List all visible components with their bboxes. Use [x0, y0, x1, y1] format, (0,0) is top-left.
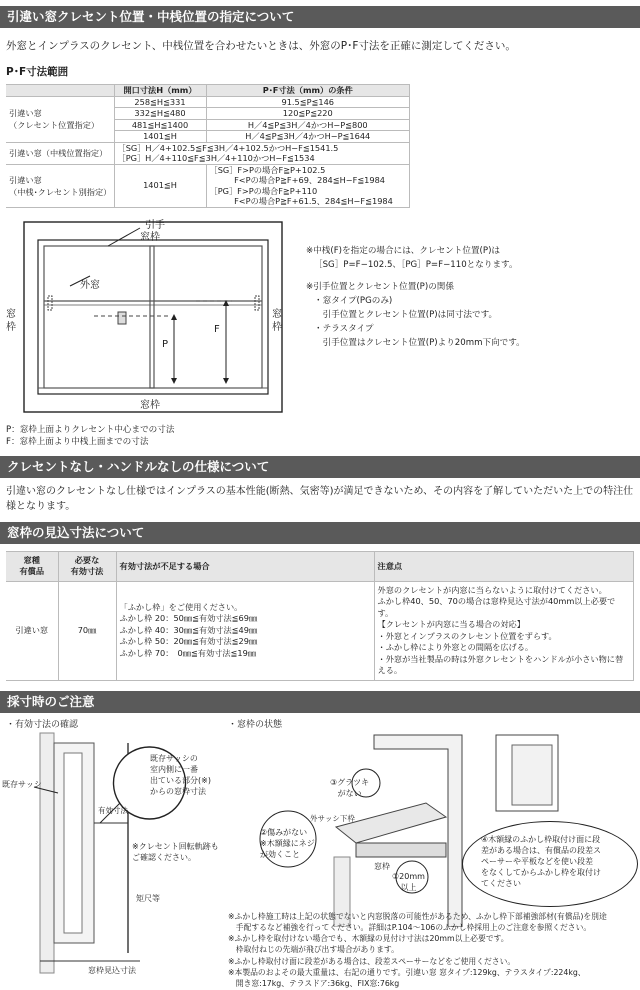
section1-header [0, 6, 640, 28]
frame-depth-label: 窓枠見込寸法 [88, 965, 136, 975]
crescent-mark [118, 312, 126, 324]
crescent-note [132, 841, 219, 863]
note-line: ※引手位置とクレセント位置(P)の関係 [306, 281, 454, 292]
pf-cell-pf: H／4≦P≦3H／4かつH−P≦1644 [206, 131, 410, 143]
note-line: ※中桟(F)を指定の場合には、クレセント位置(P)は [306, 245, 501, 256]
c3-line: ③グラツキ [330, 777, 370, 787]
pf-row2-cell [114, 142, 410, 164]
diagram-hikite: 引手 [145, 219, 165, 231]
pf-row3-label-a: 引違い窓 [9, 174, 42, 185]
c2-line: ②傷みがない [260, 827, 308, 837]
crescent-note-line: ※クレセント回転軌跡も [132, 841, 219, 851]
legend-line: P：窓枠上面よりクレセント中心までの寸法 [6, 424, 175, 435]
section4-header [0, 691, 640, 713]
pf-row1-label-b: （クレセント位置指定） [9, 120, 100, 130]
pf-subtitle: P･F寸法範囲 [6, 66, 69, 78]
note-line: ・テラスタイプ [314, 323, 374, 334]
head-line: 有償品 [19, 566, 45, 576]
pf-table-blank [6, 85, 114, 97]
section2-body [0, 484, 640, 514]
c1-line: 以上 [400, 882, 417, 892]
footnotes [228, 911, 638, 990]
callout-text [150, 753, 226, 797]
caution-line: ・外窓とインプラスのクレセント位置をずらす。 [377, 630, 557, 641]
section2-title: クレセントなし・ハンドルなしの仕様について [7, 458, 270, 474]
diagram-top-frame: 窓枠 [140, 231, 160, 243]
c3-line: がない [337, 788, 362, 798]
footnote-line: 枠取付ねじの先端が飛び出す場合があります。 [228, 945, 399, 955]
c1-line: ①20mm [392, 871, 425, 881]
depth-head-type [6, 551, 58, 581]
pf-row3-label [6, 164, 114, 207]
pf-row2-label: 引違い窓（中桟位置指定） [6, 142, 114, 164]
measure-area [0, 713, 640, 989]
section3-header [0, 522, 640, 544]
c2-line: ※木額縁にネジ [260, 838, 315, 848]
legend-line: F：窓枠上面より中桟上面までの寸法 [6, 436, 149, 447]
shortage-line: ふかし枠 70： 0㎜≦有効寸法≦19㎜ [119, 647, 257, 658]
side-frame-b: 枠 [6, 321, 16, 333]
pf-cell-pf: 120≦P≦220 [206, 108, 410, 120]
c4-bubble [462, 821, 638, 907]
depth-head-need [58, 551, 116, 581]
c4-line: ④木額縁のふかし枠取付け面に段 [481, 834, 601, 844]
footnote-line: ※ふかし枠取付け面に段差がある場合は、段差スペーサーなどをご使用ください。 [228, 956, 516, 966]
section2-header [0, 456, 640, 478]
side-frame-r-a: 窓 [272, 308, 282, 320]
pf-cell-h: 1401≦H [114, 131, 206, 143]
pf-row3-label-b: （中桟･クレセント別指定） [9, 186, 112, 197]
body-line: 引違い窓のクレセントなし仕様ではインプラスの基本性能(断熱、気密等)が満足できないため、その内容を了解していただいた上での特注仕 [6, 485, 634, 497]
c2-line: が効くこと [260, 849, 300, 859]
pf-row2-line: ［SG］H／4+102.5≦F≦3H／4+102.5かつH−F≦1541.5 [117, 142, 339, 153]
pf-row2-line: ［PG］H／4+110≦F≦3H／4+110かつH−F≦1534 [117, 153, 315, 163]
side-frame-a: 窓 [6, 308, 16, 320]
side-frame-r-b: 枠 [272, 321, 282, 333]
pf-head-h: 開口寸法H（mm） [114, 85, 206, 97]
sill-front [356, 843, 446, 857]
callout-line: 出ている部分(※) [150, 775, 211, 785]
c4-line: 差がある場合は、有償品の段差ス [481, 845, 601, 855]
pf-row3-line: F<Pの場合P≧F+69、284≦H−F≦1984 [209, 175, 386, 185]
c4-line: をなくしてからふかし枠を取付け [481, 867, 601, 877]
pf-cell-h: 332≦H≦480 [114, 108, 206, 120]
depth-head-shortage: 有効寸法が不足する場合 [116, 551, 374, 581]
depth-table [6, 551, 634, 681]
pf-cell-pf: 91.5≦P≦146 [206, 96, 410, 108]
sash-inner [64, 753, 82, 933]
section3-title: 窓枠の見込寸法について [7, 524, 145, 540]
effective-label: 有効寸法 [98, 805, 128, 815]
crescent-note-line: ご確認ください。 [132, 852, 196, 862]
note-line: ・窓タイプ(PGのみ) [314, 295, 393, 306]
depth-type: 引違い窓 [6, 581, 58, 680]
pf-cell-h: 258≦H≦331 [114, 96, 206, 108]
footnote-line: ※ふかし枠を取付けない場合でも、木額縁の見付け寸法は20mm以上必要です。 [228, 934, 509, 944]
diagram-side-frame-right [272, 308, 282, 334]
callout-line: からの窓枠寸法 [150, 786, 206, 796]
section1-title: 引違い窓クレセント位置・中桟位置の指定について [7, 9, 295, 24]
frame-label: 窓枠 [374, 861, 390, 871]
diagram-outer: 外窓 [80, 279, 100, 291]
right-title: ・窓枠の状態 [228, 719, 283, 730]
head-line: 必要な [74, 555, 100, 565]
diagram-side-frame [6, 308, 16, 334]
depth-shortage [116, 581, 374, 680]
pf-legend [0, 424, 640, 448]
head-line: 有効寸法 [70, 566, 104, 576]
diagram-bottom-frame: 窓枠 [140, 399, 160, 411]
note-line: 引手位置とクレセント位置(P)は同寸法です。 [314, 309, 498, 320]
existing-sash-label: 既存サッシ [2, 779, 42, 789]
section4-title: 採寸時のご注意 [7, 693, 95, 709]
wall-hatch [40, 733, 54, 973]
note-line: 引手位置はクレセント位置(P)より20mm下向です。 [314, 337, 525, 348]
pf-row3-line: F<Pの場合P≧F+61.5、284≦H−F≦1984 [209, 196, 393, 206]
pf-row3-line: ［SG］F>Pの場合F≧P+102.5 [209, 164, 326, 175]
callout-line: 既存サッシの [150, 753, 198, 763]
pf-row3-h: 1401≦H [114, 164, 206, 207]
section1-lead: 外窓とインプラスのクレセント、中桟位置を合わせたいときは、外窓のP･F寸法を正確に測定してください。 [6, 40, 516, 52]
c3-label [330, 777, 369, 799]
shortage-line: 「ふかし枠」をご使用ください。 [119, 601, 243, 612]
pf-row3-cell [206, 164, 410, 207]
caution-line: ふかし枠40、50、70の場合は窓枠見込寸法が40mm以上必要です。 [377, 596, 616, 618]
callout-line: 室内側に一番 [150, 764, 198, 774]
pf-cell-pf: H／4≦P≦3H／4かつH−P≦800 [206, 119, 410, 131]
c4-line: てください [481, 878, 521, 888]
footnote-line: 手配するなど補強を行ってください。詳細はP.104〜106のふかし枠採用上のご注意を参照ください。 [228, 922, 592, 932]
pf-row1-label [6, 96, 114, 142]
c1-label [392, 871, 425, 893]
pf-row3-line: ［PG］F>Pの場合F≧P+110 [209, 185, 318, 196]
frame-inner [38, 240, 268, 394]
pf-row1-label-a: 引違い窓 [9, 108, 42, 118]
head-line: 窓種 [23, 555, 40, 565]
note-line: ［SG］P=F−102.5、［PG］P=F−110となります。 [314, 259, 518, 270]
window-diagram [0, 216, 300, 424]
pf-table [6, 84, 410, 208]
caution-line: ・外窓が当社製品の時は外窓クレセントをハンドルが小さい物に替える。 [377, 653, 624, 675]
depth-head-caution: 注意点 [374, 551, 634, 581]
caution-line: 【クレセントが内窓に当る場合の対応】 [377, 619, 525, 629]
diagram-p: P [162, 338, 169, 350]
footnote-line: ※ふかし枠施工時は上記の状態でないと内窓脱落の可能性があるため、ふかし枠下部補強部材(有償品)を別途 [228, 911, 607, 921]
shortage-line: ふかし枠 50：20㎜≦有効寸法≦29㎜ [119, 636, 258, 647]
note-line [306, 272, 525, 280]
depth-need: 70㎜ [58, 581, 116, 680]
left-title: ・有効寸法の確認 [6, 719, 79, 730]
pf-cell-h: 481≦H≦1400 [114, 119, 206, 131]
square-label: 矩尺等 [136, 893, 160, 903]
shortage-line: ふかし枠 40：30㎜≦有効寸法≦49㎜ [119, 624, 258, 635]
depth-caution [374, 581, 634, 680]
window-diagram-area [0, 216, 640, 424]
footnote-line: ※本製品のおよその最大重量は、右記の通りです。引違い窓 窓タイプ:129kg、テラスタイプ:224kg、 [228, 967, 586, 977]
shortage-line: ふかし枠 20：50㎜≦有効寸法≦69㎜ [119, 613, 258, 624]
c2-label [260, 827, 315, 860]
diagram-f: F [214, 323, 220, 335]
notes-right [306, 244, 525, 350]
c4-line: ペーサーや平板などを使い段差 [481, 856, 593, 866]
detail-inner [512, 745, 552, 805]
footnote-line: 開き窓:17kg、テラスドア:36kg、FIX窓:76kg [228, 979, 400, 989]
body-line: 様となります。 [6, 500, 76, 512]
outer-sash-label: 外サッシ下枠 [310, 813, 355, 823]
pf-head-pf: P･F寸法（mm）の条件 [206, 85, 410, 97]
caution-line: 外窓のクレセントが内窓に当らないように取付けてください。 [377, 584, 607, 595]
caution-line: ・ふかし枠により外窓との間隔を広げる。 [377, 642, 534, 652]
